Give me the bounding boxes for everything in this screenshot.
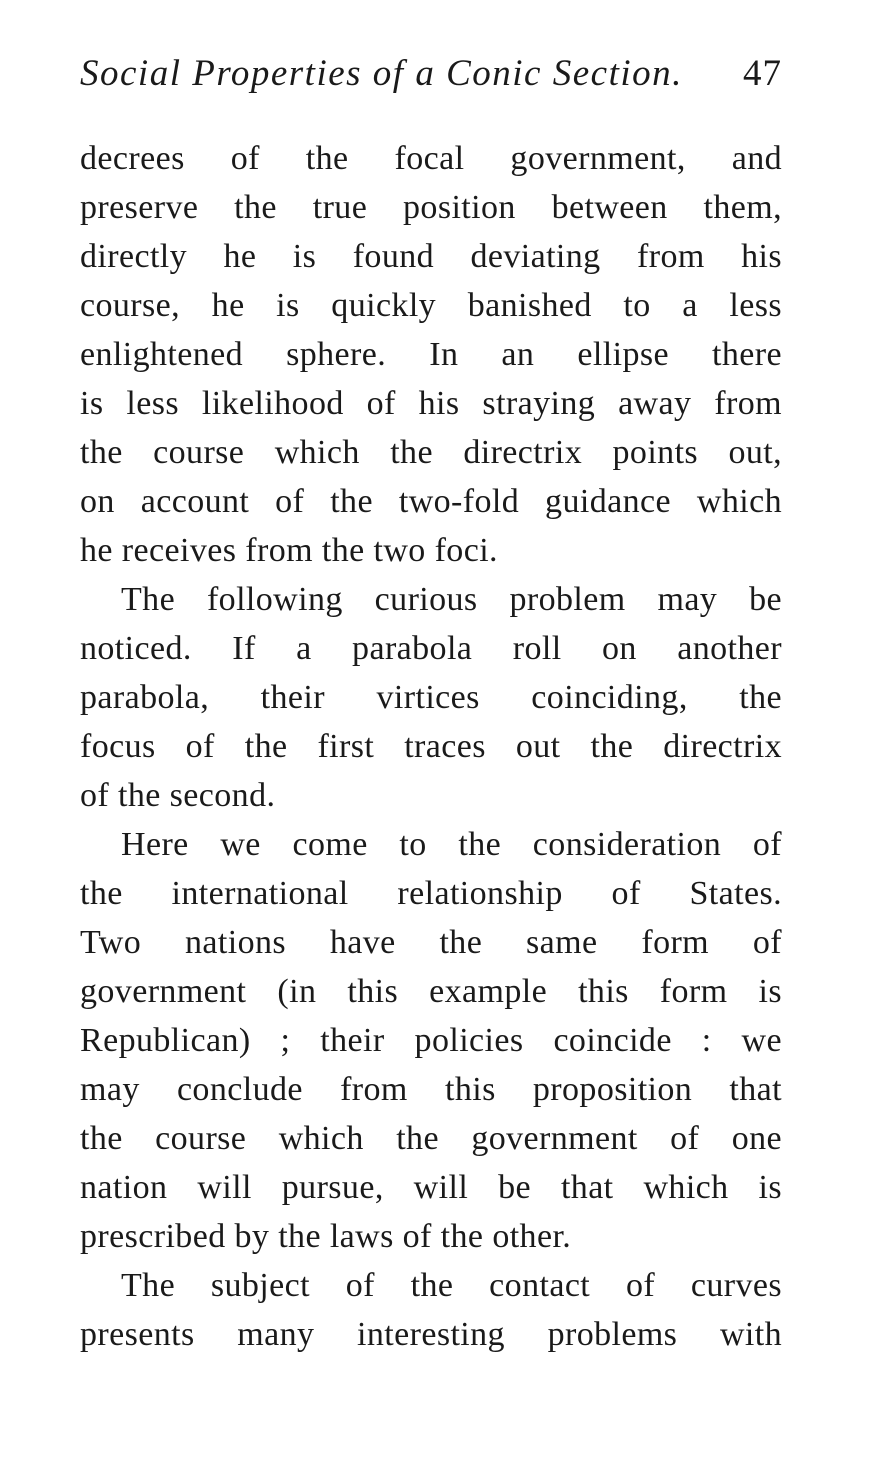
text-line: Two nations have the same form of [80, 924, 782, 961]
text-line: The subject of the contact of curves [121, 1267, 782, 1304]
text-line: parabola, their virtices coinciding, the [80, 679, 782, 716]
running-head [80, 46, 782, 102]
paragraph-3 [80, 820, 782, 1261]
text-line: enlightened sphere. In an ellipse there [80, 336, 782, 373]
text-line: of the second. [80, 777, 276, 814]
text-line: preserve the true position between them, [80, 189, 782, 226]
text-line: prescribed by the laws of the other. [80, 1218, 572, 1255]
text-line: course, he is quickly banished to a less [80, 287, 782, 324]
text-line: government (in this example this form is [80, 973, 782, 1010]
text-line: Republican) ; their policies coincide : we [80, 1022, 782, 1059]
text-line: is less likelihood of his straying away from [80, 385, 782, 422]
text-line: focus of the first traces out the directrix [80, 728, 782, 765]
text-line: the course which the government of one [80, 1120, 782, 1157]
text-line: nation will pursue, will be that which is [80, 1169, 782, 1206]
paragraph-4 [80, 1261, 782, 1359]
paragraph-1 [80, 134, 782, 575]
text-line: Here we come to the consideration of [121, 826, 782, 863]
text-line: he receives from the two foci. [80, 532, 498, 569]
text-line: decrees of the focal government, and [80, 140, 782, 177]
text-line: the course which the directrix points out, [80, 434, 782, 471]
text-line: The following curious problem may be [121, 581, 782, 618]
text-line: the international relationship of States. [80, 875, 782, 912]
text-line: directly he is found deviating from his [80, 238, 782, 275]
running-title: Social Properties of a Conic Section. [80, 53, 683, 94]
text-line: may conclude from this proposition that [80, 1071, 782, 1108]
body-text [80, 134, 782, 1359]
text-line: on account of the two-fold guidance which [80, 483, 782, 520]
paragraph-2 [80, 575, 782, 820]
text-line: noticed. If a parabola roll on another [80, 630, 782, 667]
page-number: 47 [743, 53, 782, 94]
text-line: presents many interesting problems with [80, 1316, 782, 1353]
